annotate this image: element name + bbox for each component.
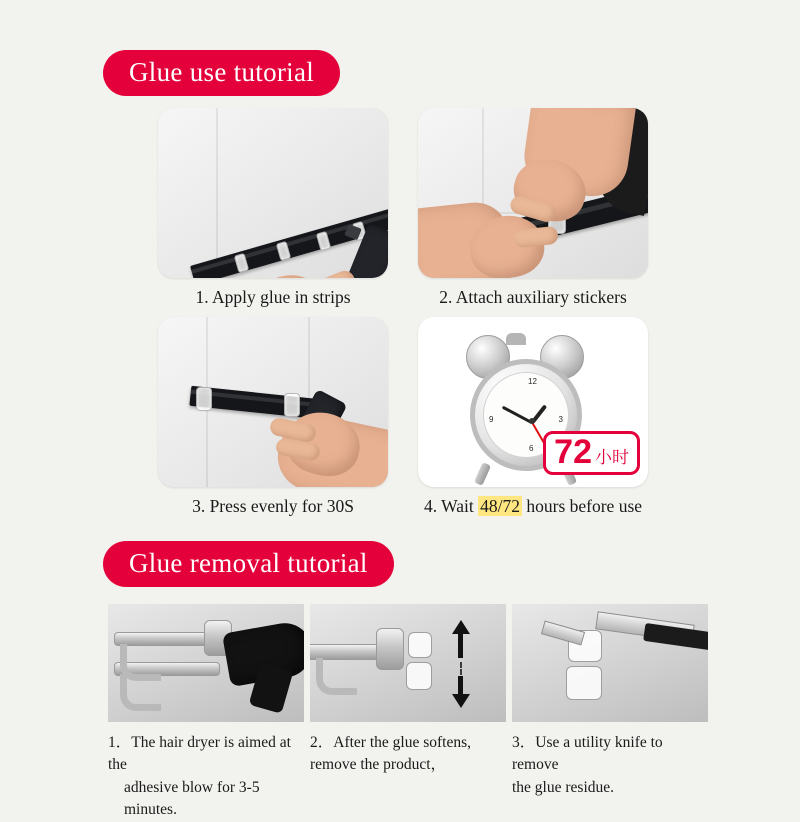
step-1 — [158, 108, 388, 309]
removal-step-3-line2: the glue residue. — [512, 778, 615, 796]
rail-hook — [316, 658, 357, 695]
glue-use-heading: Glue use tutorial — [103, 50, 340, 96]
step-4-caption-before: 4. Wait — [423, 495, 479, 516]
glue-use-heading-wrap — [103, 50, 340, 96]
step-2 — [418, 108, 648, 309]
removal-step-3 — [512, 604, 708, 822]
glue-residue — [408, 632, 432, 658]
hair-dryer-photo — [108, 604, 304, 722]
attach-auxiliary-stickers-photo — [418, 108, 648, 278]
step-4-caption-highlight: 48/72 — [480, 495, 520, 516]
removal-step-1 — [108, 604, 304, 822]
clock-number-12: 12 — [528, 376, 537, 386]
glue-removal-heading-wrap — [103, 541, 394, 587]
apply-glue-in-strips-photo — [158, 108, 388, 278]
arrow-up-shaft — [458, 634, 463, 658]
glue-removal-heading: Glue removal tutorial — [103, 541, 394, 587]
step-4-caption — [418, 487, 648, 518]
removal-step-2-caption — [310, 722, 506, 777]
arrow-down-shaft — [458, 676, 463, 696]
removal-step-2-line2: remove the product， — [310, 756, 447, 774]
step-4 — [418, 317, 648, 518]
rail-hook — [120, 674, 161, 711]
clock-center-pin — [529, 418, 535, 424]
arrow-down-icon — [452, 694, 470, 708]
hours-badge — [543, 431, 640, 475]
removal-step-3-line1: 3．Use a utility knife to remove — [512, 734, 663, 774]
step-2-caption: 2. Attach auxiliary stickers — [439, 287, 627, 307]
glue-residue — [406, 662, 432, 690]
utility-knife-photo — [512, 604, 708, 722]
removal-step-1-caption — [108, 722, 304, 822]
clock-number-6: 6 — [529, 443, 534, 453]
step-4-caption-after: hours before use — [522, 495, 643, 516]
press-evenly-photo — [158, 317, 388, 487]
wait-hours-clock-photo — [418, 317, 648, 487]
auxiliary-sticker — [196, 387, 212, 411]
step-3-caption: 3. Press evenly for 30S — [192, 495, 354, 516]
clock-number-9: 9 — [489, 414, 494, 424]
step-3 — [158, 317, 388, 518]
rail-bracket — [376, 628, 404, 670]
glue-residue — [566, 666, 602, 700]
auxiliary-sticker — [284, 393, 300, 417]
clock-number-3: 3 — [558, 414, 563, 424]
removal-step-3-caption — [512, 722, 708, 799]
wall-seam — [216, 108, 218, 278]
glue-removal-steps-grid — [108, 604, 708, 822]
removal-step-2 — [310, 604, 506, 822]
removal-step-1-line2: adhesive blow for 3-5 minutes. — [124, 778, 260, 819]
clock-hammer — [506, 333, 526, 345]
glue-use-steps-grid — [158, 108, 648, 518]
removal-step-2-line1: 2．After the glue softens, — [310, 734, 471, 751]
hours-badge-number: 72 — [554, 432, 592, 471]
arrow-up-icon — [452, 620, 470, 634]
hours-badge-unit: 小时 — [595, 447, 629, 467]
step-1-caption: 1. Apply glue in strips — [195, 287, 351, 307]
removal-step-1-line1: 1．The hair dryer is aimed at the — [108, 734, 291, 774]
remove-product-photo — [310, 604, 506, 722]
